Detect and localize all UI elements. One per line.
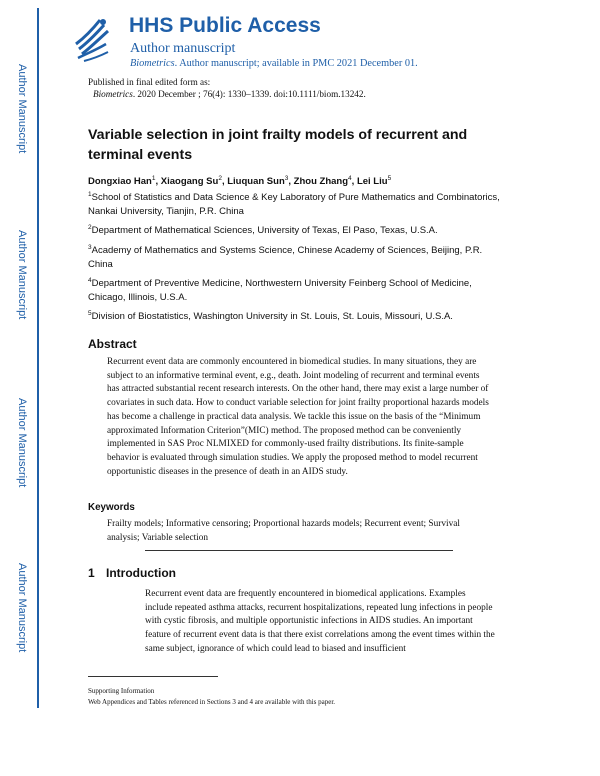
header-availability-text: . Author manuscript; available in PMC 2021 December 01.: [174, 58, 418, 69]
footnote: [88, 686, 335, 708]
footnote-label: Supporting Information: [88, 687, 155, 695]
side-label-author-manuscript: Author Manuscript: [16, 230, 28, 320]
section-heading-introduction: [88, 566, 176, 580]
author-sup: 4: [348, 174, 352, 182]
publication-info: [88, 76, 366, 100]
header-journal: Biometrics: [130, 58, 175, 69]
keywords-body: Frailty models; Informative censoring; Proportional hazards models; Recurrent event; Survival analysis; Variable selection: [107, 519, 460, 543]
affiliation: $^3$Academy of Mathematics and Systems Science, Chinese Academy of Sciences, Beijing, P.R. China: [88, 243, 483, 270]
keywords-heading: Keywords: [88, 502, 135, 513]
citation: [88, 88, 366, 100]
author-sup: 1: [151, 174, 156, 182]
affiliation: $^1$School of Statistics and Data Science & Key Laboratory of Pure Mathematics and Combinatorics, Nankai University, Tianjin, P.R. China: [88, 190, 500, 217]
header-title: HHS Public Access: [129, 14, 321, 37]
affiliation: $^2$Department of Mathematical Sciences, University of Texas, El Paso, Texas, U.S.A.: [88, 223, 438, 236]
introduction-body: Recurrent event data are frequently encountered in biomedical applications. Examples include repeated asthma attacks, recurrent hospitalizations, repeated lung infections in people with cystic fibrosis, and multiple opportunistic infections in AIDS studies. An important feature of recurrent event data is that there exist correlations among the event times within the same subject, ignorance of which could lead to biased and insufficient: [145, 589, 495, 654]
author-name: Dongxiao Han: [88, 176, 152, 187]
author-sup: 3: [284, 174, 289, 182]
author-list: Dongxiao Han$^1$, Xiaogang Su$^2$, Liuquan Sun$^3$, Zhou Zhang$^4$, Lei Liu$^5$: [88, 174, 392, 187]
author-name: Lei Liu: [356, 176, 388, 187]
citation-text: . 2020 December ; 76(4): 1330–1339. doi:10.1111/biom.13242.: [132, 89, 366, 99]
section-number: 1: [88, 566, 95, 580]
published-label: Published in final edited form as:: [88, 77, 211, 87]
paper-title: Variable selection in joint frailty models of recurrent and terminal events: [88, 127, 468, 163]
author-sup: 2: [218, 174, 222, 182]
side-label-author-manuscript: Author Manuscript: [16, 64, 28, 154]
side-label-author-manuscript: Author Manuscript: [16, 398, 28, 488]
footnote-divider: [88, 676, 218, 677]
abstract-body: Recurrent event data are commonly encountered in biomedical studies. In many situations, they are subject to an informative terminal event, e.g., death. Joint modeling of recurrent and terminal events has attracted substantial recent research interests. On the other hand, there may exist a large number of covariates in such data. How to conduct variable selection for joint frailty proportional hazards models has become a challenge in practical data analysis. We tackle this issue on the basis of the “Minimum approximated Information Criterion”(MIC) method. The proposed method can be conveniently implemented in SAS Proc NLMIXED for commonly-used frailty distributions. Its finite-sample behavior is evaluated through simulation studies. We apply the proposed method to model recurrent opportunistic diseases in the presence of death in an AIDS study.: [107, 357, 489, 477]
footnote-text: Web Appendices and Tables referenced in Sections 3 and 4 are available with this paper.: [88, 698, 336, 706]
affiliation: $^4$Department of Preventive Medicine, Northwestern University Feinberg School of Medicine, Chicago, Illinois, U.S.A.: [88, 276, 472, 303]
hhs-eagle-logo-icon: [70, 14, 114, 64]
section-title: Introduction: [106, 566, 176, 580]
author-name: Xiaogang Su: [160, 176, 219, 187]
header-subtitle: Author manuscript: [130, 41, 236, 56]
divider: [145, 550, 453, 551]
abstract-heading: Abstract: [88, 337, 137, 351]
header-availability: [130, 58, 418, 69]
author-sup: 5: [387, 174, 392, 182]
sidebar-rule: [37, 8, 39, 708]
author-name: Zhou Zhang: [293, 176, 349, 187]
author-name: Liuquan Sun: [227, 176, 285, 187]
side-label-author-manuscript: Author Manuscript: [16, 563, 28, 653]
citation-journal: Biometrics: [93, 89, 133, 99]
affiliation: $^5$Division of Biostatistics, Washington University in St. Louis, St. Louis, Missouri, U.S.A.: [88, 309, 453, 322]
